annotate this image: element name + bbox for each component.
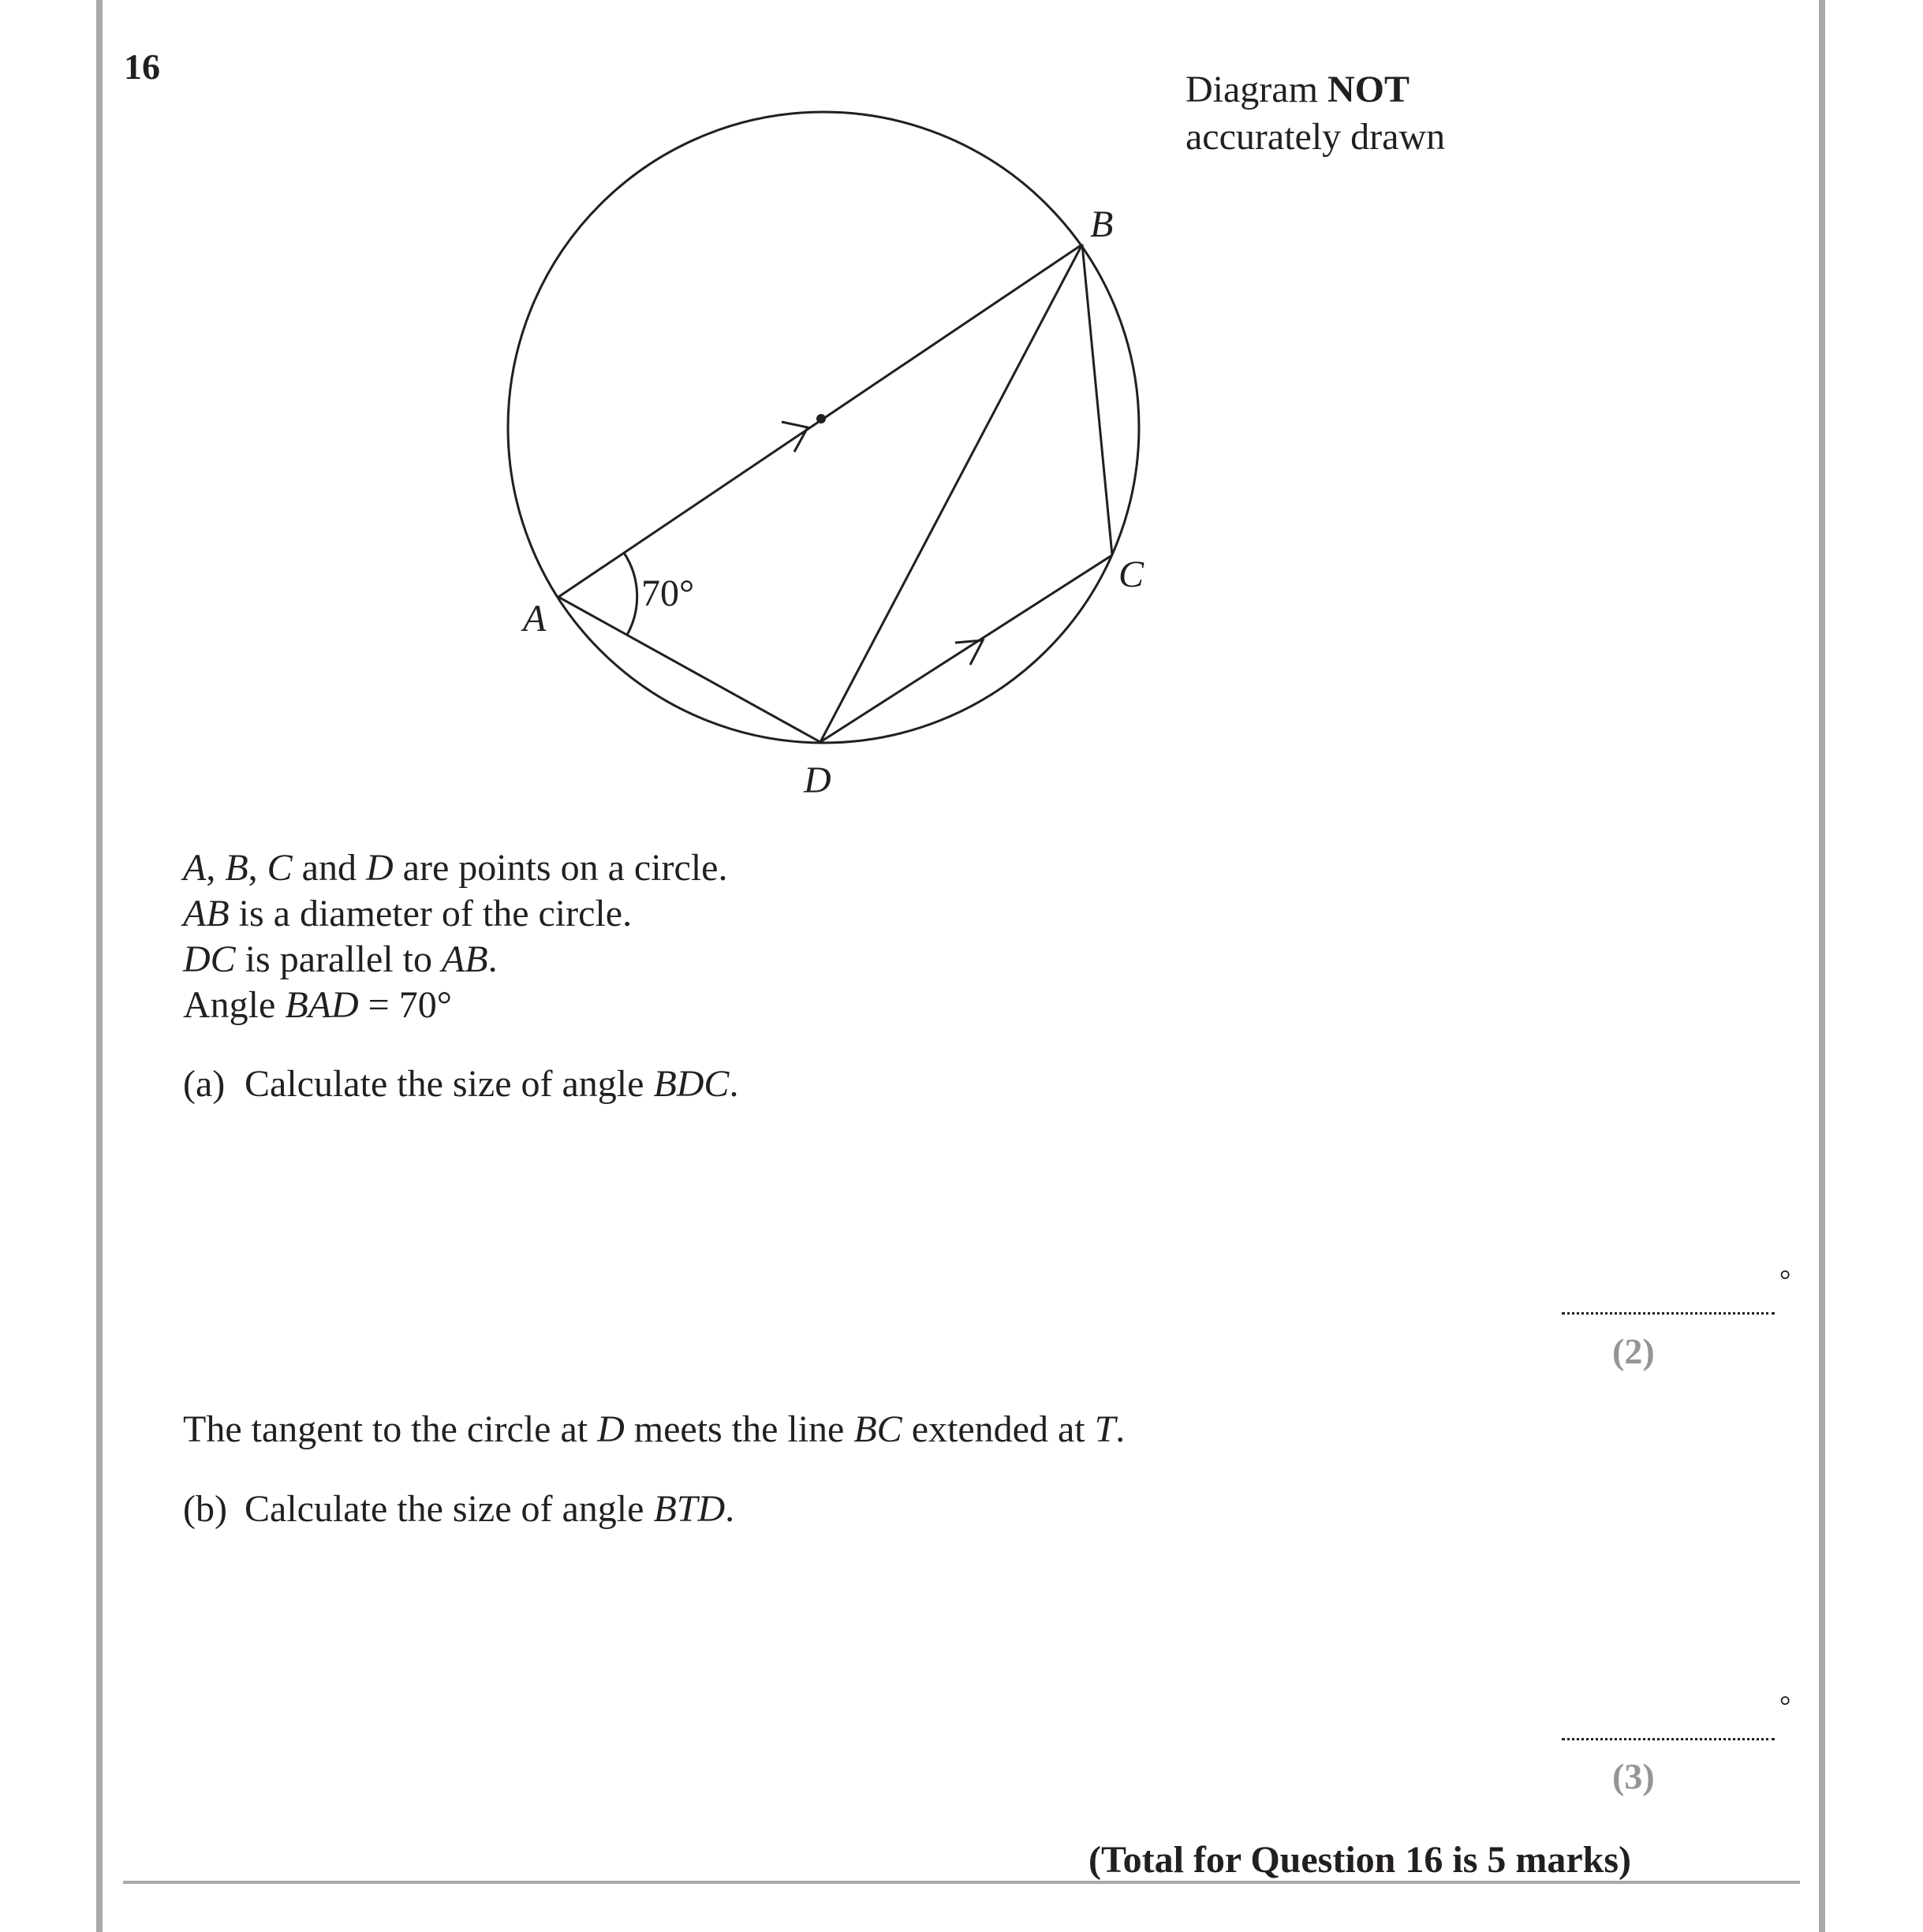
statement-4: Angle BAD = 70° [183,984,452,1026]
part-a-question: (a) Calculate the size of angle BDC. [183,1063,739,1105]
angle-arc-a [624,553,637,635]
part-a-degree-unit: ° [1779,1264,1791,1296]
part-a-marks: (2) [1612,1331,1655,1371]
statement-3: DC is parallel to AB. [183,938,498,980]
center-point [816,414,826,423]
bottom-rule [123,1881,1800,1884]
circle [508,112,1139,743]
question-number: 16 [124,47,160,87]
tangent-statement: The tangent to the circle at D meets the line BC extended at T. [183,1408,1126,1450]
part-b-degree-unit: ° [1779,1690,1791,1721]
statement-2: AB is a diameter of the circle. [183,893,633,934]
part-b-question: (b) Calculate the size of angle BTD. [183,1488,735,1530]
label-c: C [1118,554,1144,595]
part-b-label: (b) [183,1488,227,1530]
part-a-answer-line[interactable] [1562,1312,1775,1315]
part-b-marks: (3) [1612,1756,1655,1796]
total-marks: (Total for Question 16 is 5 marks) [1088,1839,1632,1881]
diagram-note-line-2: accurately drawn [1186,116,1446,158]
statement-1: A, B, C and D are points on a circle. [183,847,728,889]
chord-bd [820,244,1082,742]
label-b: B [1090,203,1114,245]
angle-label: 70° [641,573,695,614]
part-a-label: (a) [183,1063,226,1105]
part-b-answer-line[interactable] [1562,1738,1775,1740]
given-statements [183,845,727,1028]
diagram-note-line-1: Diagram NOT [1186,69,1410,110]
chord-dc [820,555,1112,742]
label-d: D [804,759,831,801]
chord-ad [558,597,820,742]
label-a: A [523,598,547,640]
